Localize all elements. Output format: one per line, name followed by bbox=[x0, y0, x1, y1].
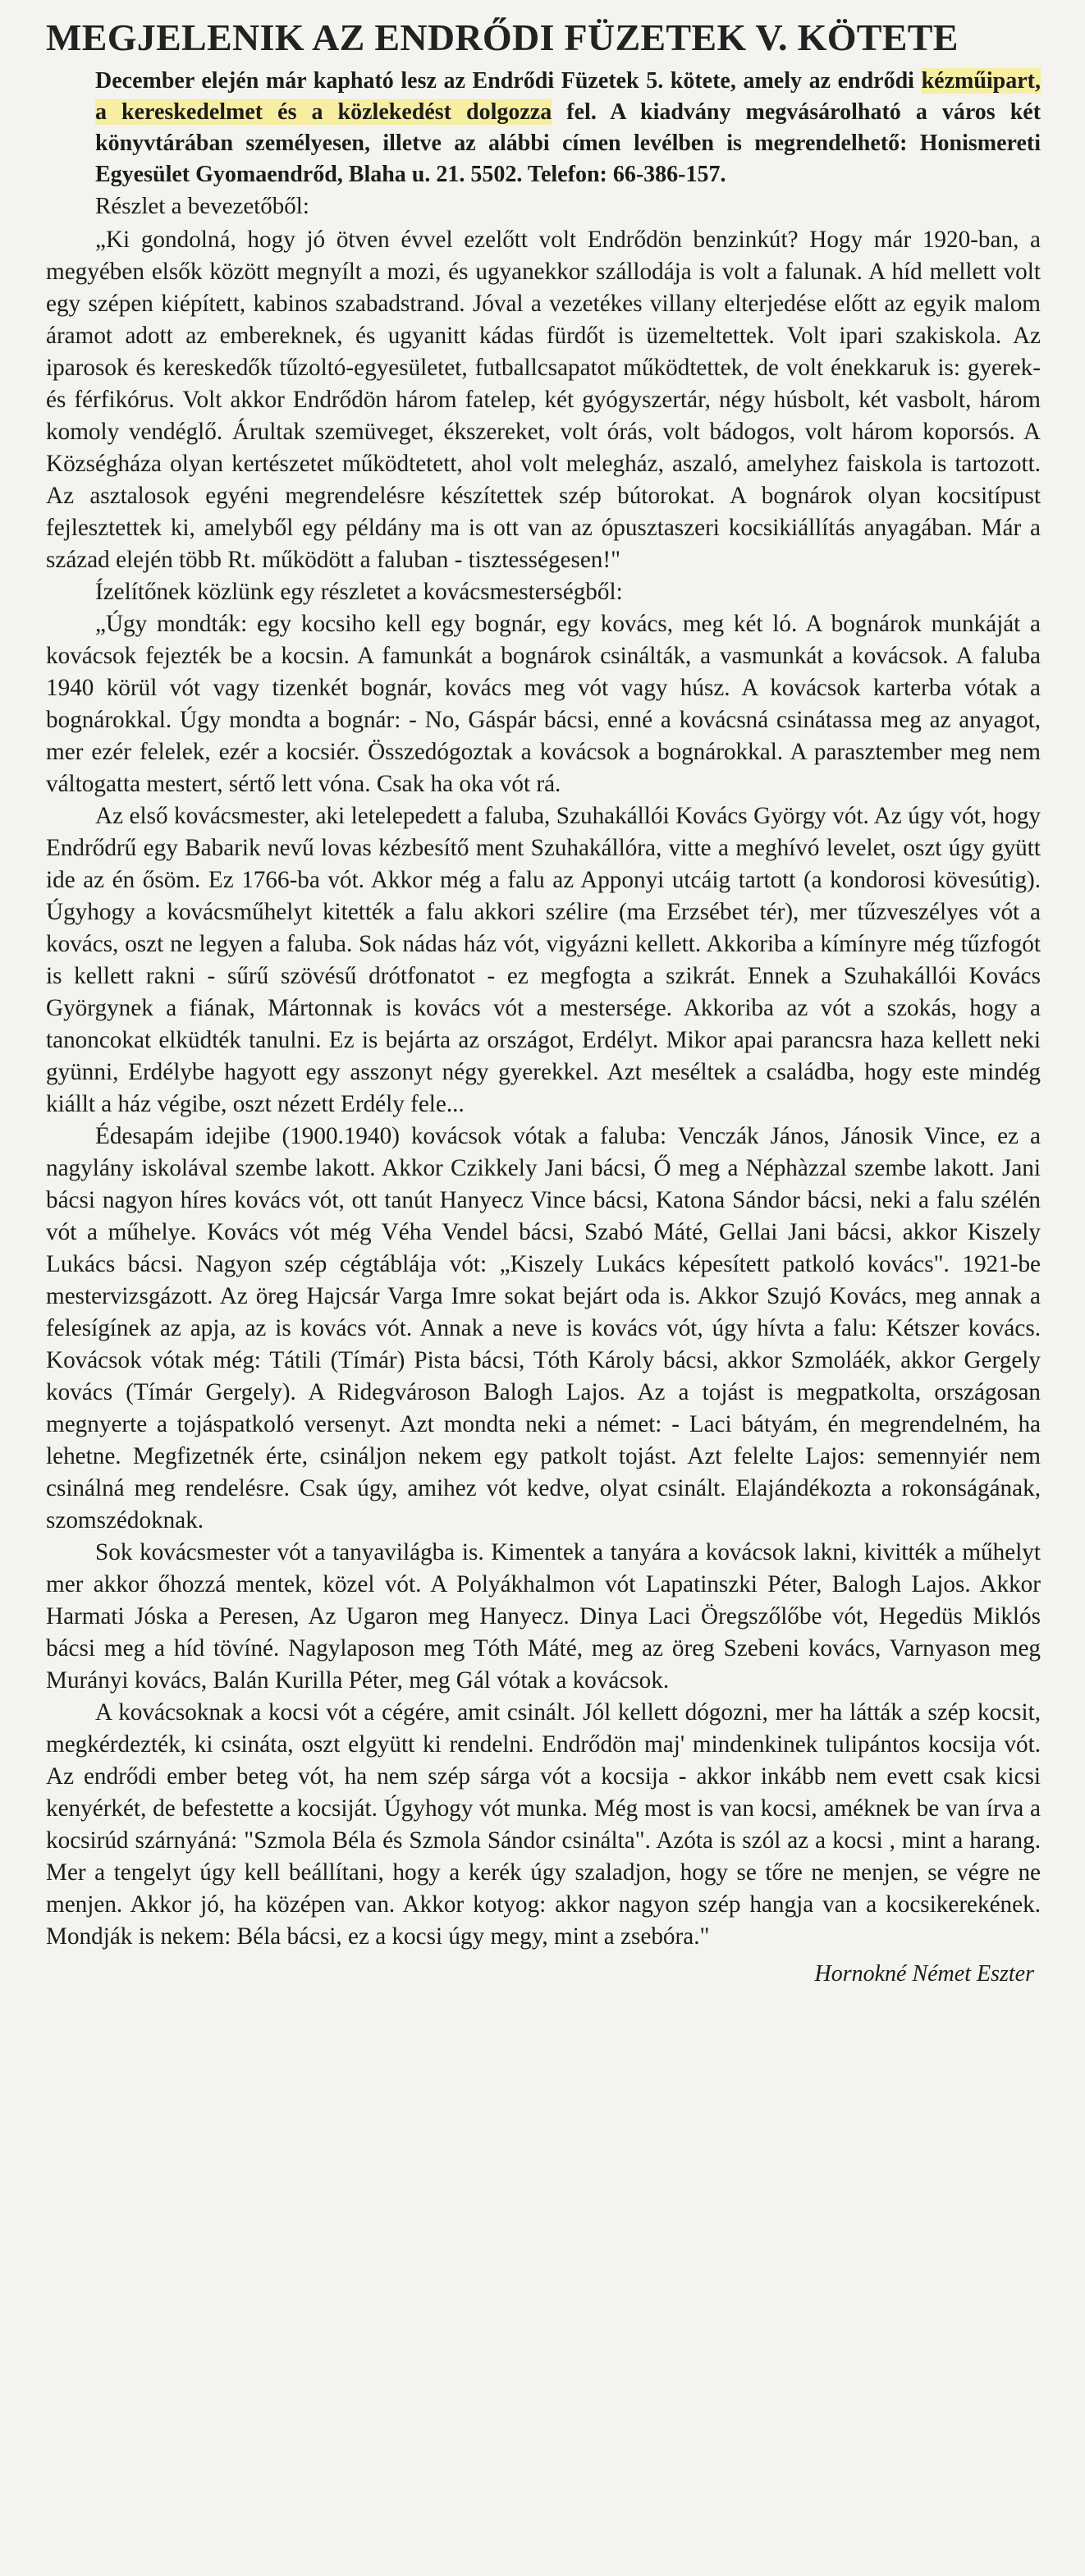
body-paragraph-5: Édesapám idejibe (1900.1940) kovácsok vótak a faluba: Venczák János, Jánosik Vince, ez a nagylány iskolával szembe lakott. Akkor Czikkely Jani bácsi, Ő meg a Néphàzzal szembe lakott. Jani bácsi nagyon híres kovács vót, ott tanút Hanyecz Vince bácsi, Katona Sándor bácsi, neki a falu szélén vót a műhelye. Kovács vót még Véha Vendel bácsi, Szabó Máté, Gellai Jani bácsi, akkor Kiszely Lukács bácsi. Nagyon szép cégtáblája vót: „Kiszely Lukács képesített patkoló kovács". 1921-be mestervizsgázott. Az öreg Hajcsár Varga Imre sokat bejárt oda is. Akkor Szujó Kovács, meg annak a felesígínek az apja, az is kovács vót. Annak a neve is kovács vót, úgy hívta a falu: Kétszer kovács. Kovácsok vótak még: Tátili (Tímár) Pista bácsi, Tóth Károly bácsi, akkor Szmoláék, akkor Gergely kovács (Tímár Gergely). A Ridegvároson Balogh Lajos. Az a tojást is megpatkolta, országosan megnyerte a tojáspatkoló versenyt. Azt mondta neki a német: - Laci bátyám, én megrendelném, ha lehetne. Megfizetnék érte, csináljon nekem egy patkolt tojást. Azt felelte Lajos: semennyiér nem csinálná meg rendelésre. Csak úgy, amihez vót kedve, olyat csinált. Elajándékozta a rokonságának, szomszédoknak. bbox=[46, 1123, 1041, 1533]
lead-text-1: December elején már kapható lesz az Endrődi Füzetek 5. kötete, amely az endrődi bbox=[95, 68, 914, 94]
lead-paragraph bbox=[46, 66, 1041, 190]
body-paragraph-3: „Úgy mondták: egy kocsiho kell egy bognár, egy kovács, meg két ló. A bognárok munkáját a kovácsok fejezték be a kocsin. A famunkát a bognárok csinálták, a vasmunkát a kovácsok. A faluba 1940 körül vót vagy tizenkét bognár, kovács meg vót vagy húsz. A kovácsok karterba vótak a bognárokkal. Úgy mondta a bognár: - No, Gáspár bácsi, enné a kovácsná csinátassa meg az anyagot, mer ezér felelek, ezér a kocsiér. Összedógoztak a kovácsok a bognárokkal. A parasztember meg nem váltogatta mestert, sértő lett vóna. Csak ha oka vót rá. bbox=[46, 611, 1041, 797]
body-paragraph-1: „Ki gondolná, hogy jó ötven évvel ezelőtt volt Endrődön benzinkút? Hogy már 1920-ban, a megyében elsők között megnyílt a mozi, és ugyanekkor szállodája is volt a falunak. A híd mellett volt egy szépen kiépített, kabinos szabadstrand. Jóval a vezetékes villany elterjedése előtt az egyik malom áramot adott az embereknek, és ugyanitt kádas fürdőt is üzemeltettek. Volt ipari szakiskola. Az iparosok és kereskedők tűzoltó-egyesületet, futballcsapatot működtettek, de volt énekkaruk is: gyerek- és férfikórus. Volt akkor Endrődön három fatelep, két gyógyszertár, négy húsbolt, két vasbolt, három komoly vendéglő. Árultak szemüveget, ékszereket, volt órás, volt bádogos, volt három koporsós. A Községháza olyan kertészetet működtetett, ahol volt melegház, aszaló, amelyhez faiskola is tartozott. Az asztalosok egyéni megrendelésre készítettek szép bútorokat. A bognárok olyan kocsitípust fejlesztettek ki, amelyből egy példány ma is ott van az ópusztaszeri kocsikiállítás anyagában. Már a század elején több Rt. működött a faluban - tisztességesen!" bbox=[46, 227, 1041, 573]
body-paragraph-4: Az első kovácsmester, aki letelepedett a faluba, Szuhakállói Kovács György vót. Az úgy vót, hogy Endrődrű egy Babarik nevű lovas kézbesítő ment Szuhakállóra, vitte a meghívó levelet, oszt úgy gyütt ide az én ősöm. Ez 1766-ba vót. Akkor még a falu az Apponyi utcáig tartott (a kondorosi kövesútig). Úgyhogy a kovácsműhelyt kitették a falu akkori szélire (ma Erzsébet tér), mer tűzveszélyes vót a kovács, oszt ne legyen a faluba. Sok nádas ház vót, vigyázni kellett. Akkoriba a kímínyre még tűzfogót is kellett rakni - sűrű szövésű drótfonatot - ez megfogta a szikrát. Ennek a Szuhakállói Kovács Györgynek a fiának, Mártonnak is kovács vót a mestersége. Akkoriba az vót a szokás, hogy a tanoncokat elküdték tanulni. Ez is bejárta az országot, Erdélyt. Mikor apai parancsra haza kellett neki gyünni, Erdélybe hagyott egy asszonyt négy gyerekkel. Azt meséltek a családba, hogy este mindég kiállt a ház végibe, oszt nézett Erdély fele... bbox=[46, 803, 1041, 1117]
headline: MEGJELENIK AZ ENDRŐDI FÜZETEK V. KÖTETE bbox=[46, 16, 959, 58]
author-signature: Hornokné Német Eszter bbox=[814, 1961, 1034, 1987]
body-paragraph-6: Sok kovácsmester vót a tanyavilágba is. Kimentek a tanyára a kovácsok lakni, kivitték a műhelyt mer akkor őhozzá mentek, közel vót. A Polyákhalmon vót Lapatinszki Péter, Balogh Lajos. Akkor Harmati Jóska a Peresen, Az Ugaron meg Hanyecz. Dinya Laci Öregszőlőbe vót, Hegedüs Miklós bácsi meg a híd tövíné. Nagylaposon meg Tóth Máté, meg az öreg Szebeni kovács, Varnyason meg Murányi kovács, Balán Kurilla Péter, meg Gál vótak a kovácsok. bbox=[46, 1539, 1041, 1694]
intro-label: Részlet a bevezetőből: bbox=[95, 193, 309, 219]
body-paragraph-2: Ízelítőnek közlünk egy részletet a kovácsmesterségből: bbox=[95, 579, 623, 605]
body-paragraph-7: A kovácsoknak a kocsi vót a cégére, amit csinált. Jól kellett dógozni, mer ha látták a szép kocsit, megkérdezték, ki csináta, oszt elgyütt ki rendelni. Endrődön maj' mindenkinek tulipántos kocsija vót. Az endrődi ember beteg vót, ha nem szép sárga vót a kocsija - akkor inkább nem evett csak kicsi kenyérkét, de befestette a kocsiját. Úgyhogy vót munka. Még most is van kocsi, améknek be van írva a kocsirúd szárnyáná: "Szmola Béla és Szmola Sándor csinálta". Azóta is szól az a kocsi , mint a harang. Mer a tengelyt úgy kell beállítani, hogy a kerék úgy szaladjon, hogy se tőre ne menjen, se végre ne menjen. Akkor jó, ha középen van. Akkor kotyog: akkor nagyon szép hangja van a kocsikerekének. Mondják is nekem: Béla bácsi, ez a kocsi úgy megy, mint a zsebóra." bbox=[46, 1699, 1041, 1950]
lead-highlight: kézműipart, a kereskedelmet és a közlekedést dolgozza bbox=[95, 68, 1042, 125]
lead-text-2: fel. A kiadvány megvásárolható a város két könyvtárában személyesen, illetve az alábbi címen levélben is megrendelhető: Honismereti Egyesület Gyomaendrőd, Blaha u. 21. 5502. Telefon: 66-386-157. bbox=[95, 99, 1042, 187]
article bbox=[46, 15, 1041, 2560]
